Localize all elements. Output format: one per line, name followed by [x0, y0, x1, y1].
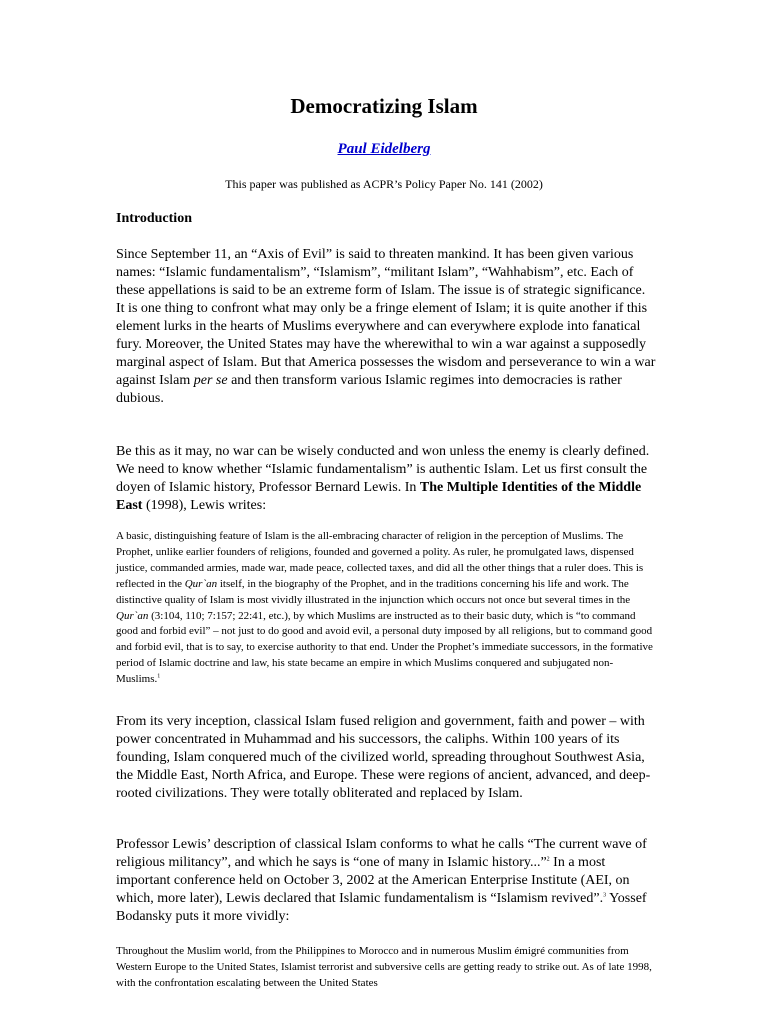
book-title: The Multiple Identities of the Middle East [116, 480, 642, 513]
quote-1-text: A basic, distinguishing feature of Islam is the all-embracing character of religion in the perception of Muslims. The Prophet, unlike earlier founders of religions, founded and governed a polity. As ruler, he promulgated laws, dispensed justice, commanded armies, made war, made peace, collected taxes, and did all the other things that a ruler does. This is reflected in the [116, 530, 644, 590]
author-link[interactable]: Paul Eidelberg [337, 141, 431, 157]
paragraph-3: From its very inception, classical Islam fused religion and government, faith and power – with power concentrated in Muhammad and his successors, the caliphs. Within 100 years of its founding, Islam conquered much of the civilized world, spreading throughout Southwest Asia, the Middle East, North Africa, and Europe. These were regions of ancient, advanced, and deep-rooted civilizations. They were totally obliterated and replaced by Islam. [116, 714, 651, 801]
paragraph-1 [116, 246, 656, 408]
paragraph-4-text: Professor Lewis’ description of classical Islam conforms to what he calls “The current wave of religious militancy”, and which he says is “one of many in Islamic history...” [116, 837, 647, 870]
quote-1-text-2: itself, in the biography of the Prophet, and in the traditions concerning his life and work. The distinctive quality of Islam is most vividly illustrated in the injunction which occurs not once but several times in the [116, 577, 631, 606]
footnote-marker-3[interactable]: 3 [603, 892, 607, 899]
author-line [0, 139, 768, 159]
footnote-marker-1[interactable]: 1 [157, 673, 161, 680]
paragraph-2-text: Be this as it may, no war can be wisely conducted and won unless the enemy is clearly defined. We need to know whether “Islamic fundamentalism” is authentic Islam. Let us first consult the doyen of Islamic history, Professor Bernard Lewis. In [116, 444, 650, 495]
quote-1-text-3: (3:104, 110; 7:157; 22:41, etc.), by which Muslims are instructed as to their basic duty, which is “to command good and forbid evil” – not just to do good and avoid evil, a personal duty imposed by all religions, but to command good and forbid evil, that is to say, to exercise authority to that end. Under the Prophet’s immediate successors, in the formative period of Islamic doctrine and law, his state became an empire in which Muslims conquered and subjugated non-Muslims. [116, 609, 653, 686]
section-heading-introduction: Introduction [116, 211, 192, 226]
document-title: Democratizing Islam [290, 94, 478, 118]
paragraph-2 [116, 443, 656, 515]
paragraph-4-text-3: Yossef Bodansky puts it more vividly: [116, 891, 647, 924]
paragraph-1-text-end: and then transform various Islamic regimes into democracies is rather dubious. [116, 373, 622, 406]
paragraph-4 [116, 836, 656, 926]
footnote-marker-2[interactable]: 2 [546, 856, 550, 863]
paragraph-4-text-2: In a most important conference held on October 3, 2002 at the American Enterprise Institute (AEI, on which, more later), Lewis declared that Islamic fundamentalism is “Islamism revived”. [116, 855, 630, 906]
quote-1-italic-quran: Qur`an [184, 577, 218, 590]
publication-note: This paper was published as ACPR’s Policy Paper No. 141 (2002) [225, 177, 543, 191]
block-quote-1 [116, 529, 656, 688]
quote-1-italic-quran-2: Qur`an [116, 609, 149, 622]
paragraph-1-text: Since September 11, an “Axis of Evil” is said to threaten mankind. It has been given various names: “Islamic fundamentalism”, “Islamism”, “militant Islam”, “Wahhabism”, etc. Each of these appellations is said to be an extreme form of Islam. The issue is of strategic significance. It is one thing to confront what may only be a fringe element of Islam; it is quite another if this element lurks in the hearts of Muslims everywhere and can everywhere explode into fanatical fury. Moreover, the United States may have the wherewithal to win a war against a supposedly marginal aspect of Islam. But that America possesses the wisdom and perseverance to win a war against Islam [116, 247, 656, 388]
block-quote-2: Throughout the Muslim world, from the Philippines to Morocco and in numerous Muslim émigré communities from Western Europe to the United States, Islamist terrorist and subversive cells are getting ready to strike out. As of late 1998, with the confrontation escalating between the United States [116, 945, 652, 989]
paragraph-2-text-end: (1998), Lewis writes: [142, 498, 267, 513]
paragraph-1-italic: per se [193, 373, 228, 388]
